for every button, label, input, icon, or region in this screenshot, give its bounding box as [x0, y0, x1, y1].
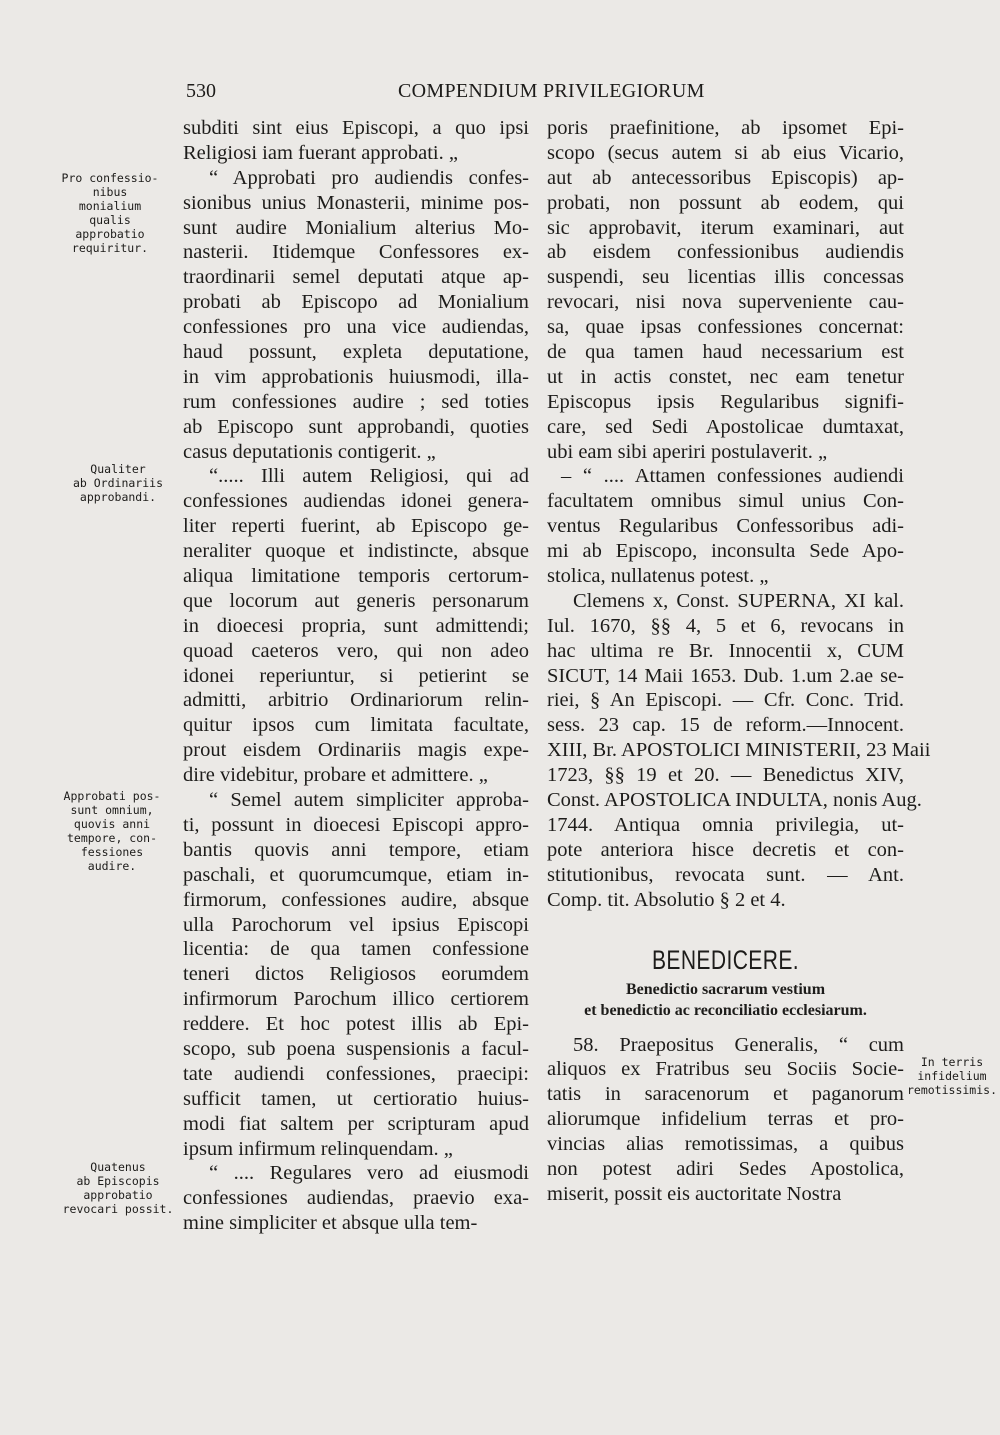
text-line: haud possunt, expleta deputatione,	[183, 341, 529, 364]
text-line: aut ab antecessoribus Episcopis) ap-	[547, 166, 904, 189]
text-line: non potest adiri Sedes Apostolica,	[547, 1157, 904, 1180]
text-line: Episcopus ipsis Regularibus signifi-	[547, 390, 904, 413]
text-line: dire videbitur, probare et admittere. „	[183, 764, 488, 787]
margin-note-line: revocari possit.	[62, 1202, 174, 1216]
text-line: in dioecesi propria, sunt admittendi;	[183, 614, 529, 637]
text-line: care, sed Sedi Apostolicae dumtaxat,	[547, 415, 904, 438]
margin-note-line: monialium	[78, 199, 142, 213]
margin-note	[54, 789, 170, 873]
text-line: confessiones pro una vice audiendas,	[183, 316, 529, 339]
left-text-column	[183, 116, 529, 1236]
margin-note-line: In terris	[920, 1055, 984, 1069]
margin-note-line: approbatio	[75, 227, 145, 241]
text-line: aliqua limitatione temporis certorum-	[183, 565, 529, 588]
text-line: sa, quae ipsas confessiones concernat:	[547, 316, 904, 339]
text-line: in vim approbationis huiusmodi, illa-	[183, 365, 529, 388]
margin-note-line: Approbati pos-	[63, 789, 161, 803]
text-line: prout eisdem Ordinariis magis expe-	[183, 739, 529, 762]
text-line: stolica, nullatenus potest. „	[547, 565, 769, 588]
margin-note-line: ab Episcopis	[76, 1174, 160, 1188]
text-line: XIII, Br. APOSTOLICI MINISTERII, 23 Maii	[547, 739, 931, 762]
margin-note-line: nibus	[92, 185, 128, 199]
margin-note-line: remotissimis.	[906, 1083, 997, 1097]
margin-note-line: Pro confessio-	[61, 171, 159, 185]
text-line: 1723, §§ 19 et 20. — Benedictus XIV,	[547, 764, 904, 787]
margin-note-line: fessiones	[80, 845, 144, 859]
text-line: traordinarii semel deputati atque ap-	[183, 266, 529, 289]
text-line: ventus Regularibus Confessoribus adi-	[547, 515, 904, 538]
text-line: hac ultima re Br. Innocentii x, CUM	[547, 639, 904, 662]
text-line: stitutionibus, revocata sunt. — Ant.	[547, 863, 904, 886]
page-header	[186, 80, 902, 110]
text-line: suspendi, seu licentias illis concessas	[547, 266, 904, 289]
margin-note-line: requiritur.	[71, 241, 149, 255]
text-line: admitti, arbitrio Ordinariorum relin-	[183, 689, 529, 712]
text-line: neraliter quoque et indistincte, absque	[183, 540, 529, 563]
text-line: teneri dictos Religiosos eorumdem	[183, 963, 529, 986]
text-line: probati, non possunt ab eodem, qui	[547, 191, 904, 214]
text-line: 58. Praepositus Generalis, “ cum	[573, 1033, 904, 1056]
text-line: paschali, et quorumcumque, etiam in-	[183, 863, 529, 886]
margin-note-line: quovis anni	[73, 817, 151, 831]
text-line: scopo (secus autem si ab eius Vicario,	[547, 141, 904, 164]
section-subtitle-2: et benedictio ac reconciliatio ecclesiarum.	[584, 1001, 867, 1019]
margin-note-line: Quatenus	[90, 1160, 146, 1174]
margin-note-line: ab Ordinariis	[72, 476, 163, 490]
text-line: subditi sint eius Episcopi, a quo ipsi	[183, 117, 529, 139]
text-line: reddere. Et hoc potest illis ab Epi-	[183, 1013, 529, 1036]
text-line: Religiosi iam fuerant approbati. „	[183, 141, 458, 164]
margin-note-line: qualis	[89, 213, 131, 227]
text-line: quitur ipsos cum limitata facultate,	[183, 714, 529, 737]
margin-note	[60, 462, 176, 504]
right-text-column	[547, 116, 931, 1207]
text-line: “ Semel autem simpliciter approba-	[209, 789, 529, 812]
text-line: – “ .... Attamen confessiones audiendi	[561, 465, 904, 488]
text-line: Comp. tit. Absolutio § 2 et 4.	[547, 888, 786, 911]
margin-note-line: tempore, con-	[66, 831, 157, 845]
margin-note-line: approbatio	[83, 1188, 153, 1202]
text-line: sess. 23 cap. 15 de reform.—Innocent.	[547, 714, 904, 737]
text-line: “ .... Regulares vero ad eiusmodi	[209, 1162, 529, 1185]
text-line: licentia: de qua tamen confessione	[183, 938, 529, 961]
text-line: tatis in saracenorum et paganorum	[547, 1083, 904, 1106]
margin-note-line: sunt omnium,	[70, 803, 154, 817]
margin-note-line: approbandi.	[79, 490, 157, 504]
text-line: rum confessiones audire ; sed toties	[183, 390, 529, 413]
text-line: ipsum infirmum relinquendam. „	[183, 1137, 453, 1160]
text-line: mi ab Episcopo, inconsulta Sede Apo-	[547, 540, 904, 563]
text-line: firmorum, confessiones audire, absque	[183, 888, 529, 911]
text-line: ulla Parochorum vel ipsius Episcopi	[183, 913, 529, 936]
right-column-text-upper	[547, 116, 931, 913]
text-line: confessiones audiendas idonei genera-	[183, 490, 529, 513]
running-title: COMPENDIUM PRIVILEGIORUM	[398, 80, 705, 102]
margin-note	[60, 1160, 176, 1216]
text-line: nasterii. Itidemque Confessores ex-	[183, 241, 529, 264]
margin-note	[52, 171, 168, 255]
text-line: scopo, sub poena suspensionis a facul-	[183, 1037, 529, 1060]
text-line: casus deputationis contigerit. „	[183, 440, 436, 463]
text-line: Clemens x, Const. SUPERNA, XI kal.	[573, 589, 904, 612]
text-line: aliorumque infidelium terras et pro-	[547, 1108, 904, 1131]
text-line: revocari, nisi nova superveniente cau-	[547, 291, 904, 314]
text-line: liter reperti fuerint, ab Episcopo ge-	[183, 515, 529, 538]
text-line: Iul. 1670, §§ 4, 5 et 6, revocans in	[547, 614, 904, 637]
text-line: ubi eam sibi aperiri postulaverit. „	[547, 440, 828, 463]
text-line: poris praefinitione, ab ipsomet Epi-	[547, 117, 904, 139]
text-line: ti, possunt in dioecesi Episcopi appro-	[183, 813, 529, 836]
text-line: probati ab Episcopo ad Monialium	[183, 291, 529, 314]
text-line: sunt audire Monialium alterius Mo-	[183, 216, 529, 239]
text-line: ab eisdem confessionibus audiendis	[547, 241, 904, 264]
text-line: pote anteriora hisce decretis et con-	[547, 838, 904, 861]
text-line: mine simpliciter et absque ulla tem-	[183, 1212, 478, 1235]
margin-note-line: Qualiter	[90, 462, 146, 476]
text-line: bantis quovis anni tempore, etiam	[183, 838, 529, 861]
text-line: “ Approbati pro audiendis confes-	[209, 166, 529, 189]
text-line: infirmorum Parochum illico certiorem	[183, 988, 529, 1011]
text-line: sufficit tamen, ut certioratio huius-	[183, 1087, 529, 1110]
right-column-text-lower	[547, 1033, 904, 1207]
text-line: sionibus unius Monasterii, minime pos-	[183, 191, 529, 214]
text-line: quoad caeteros vero, qui non adeo	[183, 639, 529, 662]
text-line: “..... Illi autem Religiosi, qui ad	[209, 465, 529, 488]
text-line: tate audiendi confessiones, praecipi:	[183, 1062, 529, 1085]
text-line: aliquos ex Fratribus seu Sociis Socie-	[547, 1058, 904, 1081]
text-line: SICUT, 14 Maii 1653. Dub. 1.um 2.ae se-	[547, 664, 904, 687]
text-line: ab Episcopo sunt approbandi, quoties	[183, 415, 529, 438]
text-line: ut in actis constet, nec eam tenetur	[547, 365, 904, 388]
margin-note-line: infidelium	[917, 1069, 987, 1083]
text-line: miserit, possit eis auctoritate Nostra	[547, 1182, 842, 1205]
section-title: BENEDICERE.	[651, 944, 800, 975]
text-line: confessiones audiendas, praevio exa-	[183, 1187, 529, 1210]
text-line: facultatem omnibus simul unius Con-	[547, 490, 904, 513]
text-line: Const. APOSTOLICA INDULTA, nonis Aug.	[547, 789, 922, 812]
margin-note	[906, 1055, 998, 1097]
text-line: de qua tamen haud necessarium est	[547, 341, 904, 364]
text-line: modi fiat saltem per scripturam apud	[183, 1112, 529, 1135]
text-line: que locorum aut generis personarum	[183, 589, 529, 612]
text-line: 1744. Antiqua omnia privilegia, ut-	[547, 813, 904, 836]
margin-note-line: audire.	[87, 859, 137, 873]
text-line: riei, § An Episcopi. — Cfr. Conc. Trid.	[547, 689, 904, 712]
page-number: 530	[186, 80, 216, 102]
section-subtitle-1: Benedictio sacrarum vestium	[625, 980, 826, 998]
text-line: vincias alias remotissimas, a quibus	[547, 1133, 904, 1156]
text-line: idonei reperiuntur, si petierint se	[183, 664, 529, 687]
text-line: sic approbavit, iterum examinari, aut	[547, 216, 904, 239]
